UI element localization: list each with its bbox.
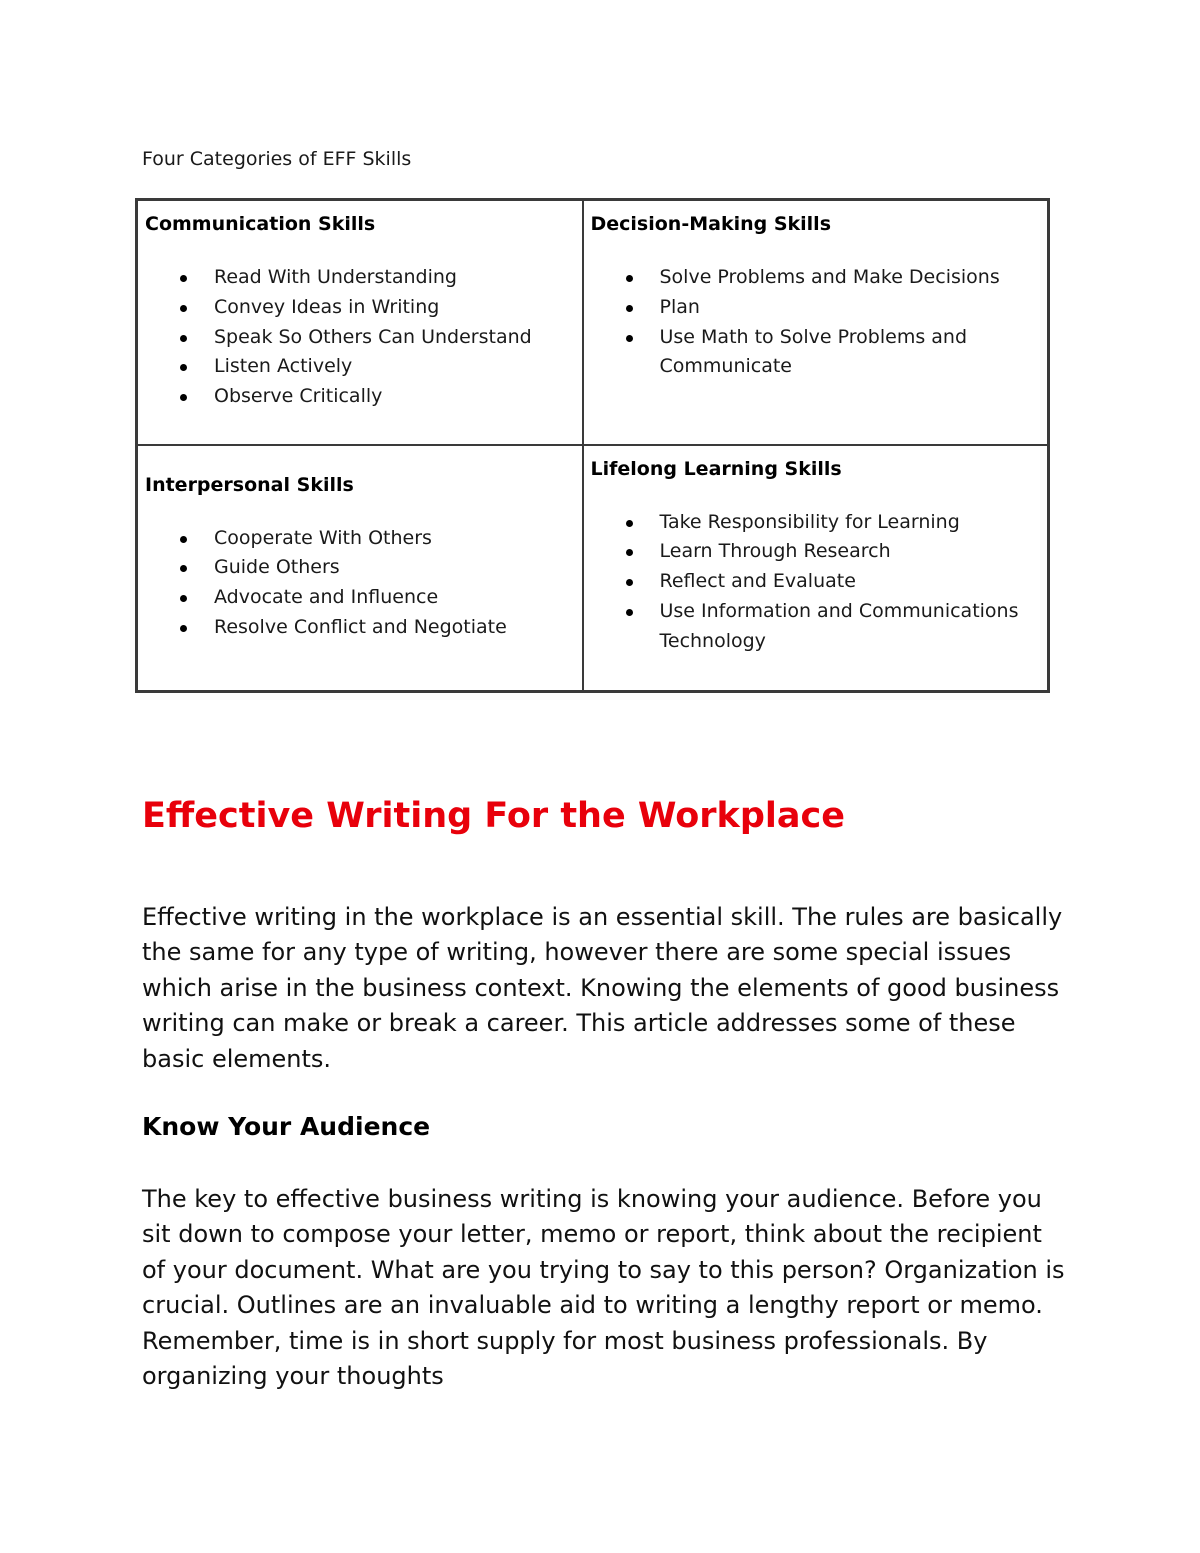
- list-item: Reflect and Evaluate: [591, 567, 1042, 597]
- list-item: Cooperate With Others: [145, 524, 576, 554]
- list-item: Speak So Others Can Understand: [145, 323, 576, 353]
- list-item: Convey Ideas in Writing: [145, 293, 576, 323]
- communication-skills-cell: [137, 200, 583, 445]
- intro-paragraph: Effective writing in the workplace is an essential skill. The rules are basically the same for any type of writing, however there are some special issues which arise in the business context. Knowing the elements of good business writing can make or break a career. This article addresses some of these basic elements.: [142, 903, 1063, 1073]
- list-item: Guide Others: [145, 553, 576, 583]
- lifelong-learning-skills-list: [591, 508, 1042, 657]
- list-item: Take Responsibility for Learning: [591, 508, 1042, 538]
- interpersonal-skills-list: [145, 524, 576, 643]
- interpersonal-skills-cell: [137, 445, 583, 692]
- eff-skills-table: [135, 198, 1050, 693]
- table-row: [137, 200, 1049, 445]
- list-item: Listen Actively: [145, 352, 576, 382]
- list-item: Read With Understanding: [145, 263, 576, 293]
- decision-making-skills-list: [591, 263, 1042, 382]
- section-paragraph: The key to effective business writing is knowing your audience. Before you sit down to compose your letter, memo or report, think about the recipient of your document. What are you trying to say to this person? Organization is crucial. Outlines are an invaluable aid to writing a lengthy report or memo. Remember, time is in short supply for most business professionals. By organizing your thoughts: [142, 1185, 1065, 1391]
- communication-skills-title: Communication Skills: [145, 213, 376, 235]
- lifelong-learning-skills-title: Lifelong Learning Skills: [590, 457, 842, 480]
- list-item: Plan: [591, 293, 1042, 323]
- list-item: Use Information and Communications Technology: [591, 597, 1042, 657]
- list-item: Solve Problems and Make Decisions: [591, 263, 1042, 293]
- interpersonal-skills-title: Interpersonal Skills: [145, 473, 354, 496]
- lifelong-learning-skills-cell: [583, 445, 1049, 692]
- article-title: Effective Writing For the Workplace: [142, 796, 845, 836]
- decision-making-skills-title: Decision-Making Skills: [590, 213, 832, 235]
- communication-skills-list: [145, 263, 576, 412]
- list-item: Learn Through Research: [591, 537, 1042, 567]
- table-caption: Four Categories of EFF Skills: [142, 148, 412, 170]
- list-item: Resolve Conflict and Negotiate: [145, 613, 576, 643]
- decision-making-skills-cell: [583, 200, 1049, 445]
- section-heading: Know Your Audience: [142, 1112, 431, 1141]
- list-item: Observe Critically: [145, 382, 576, 412]
- list-item: Advocate and Influence: [145, 583, 576, 613]
- table-row: [137, 445, 1049, 692]
- list-item: Use Math to Solve Problems and Communicate: [591, 323, 1042, 383]
